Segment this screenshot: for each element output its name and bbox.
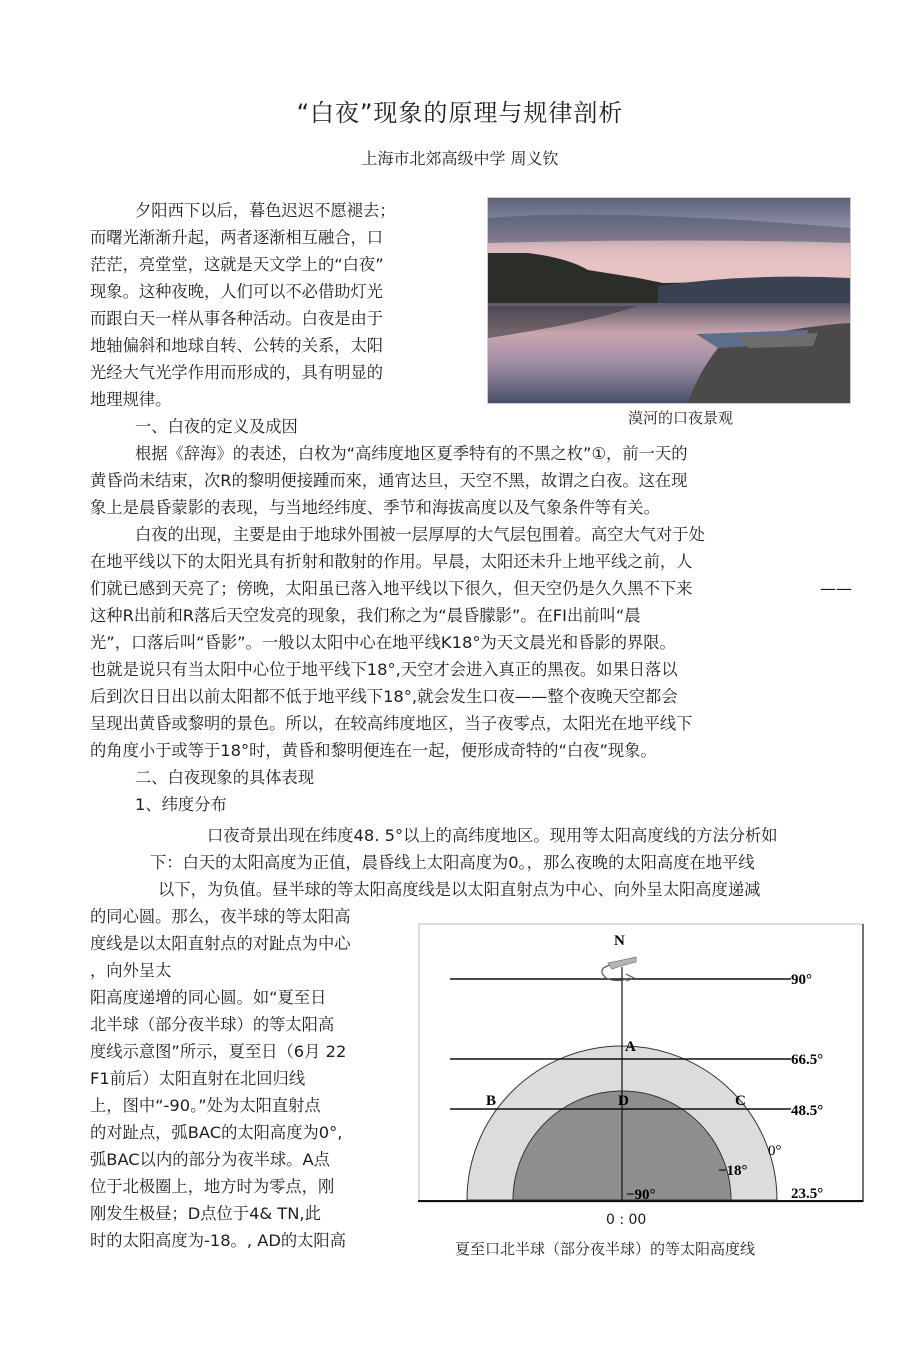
text-line: 位于北极圈上，地方时为零点，刚 xyxy=(90,1177,335,1196)
text-line: ，向外呈太 xyxy=(90,961,172,980)
text-line: 也就是说只有当太阳中心位于地平线下18°,天空才会进入真正的黑夜。如果日落以 xyxy=(90,660,678,679)
section-heading: 二、白夜现象的具体表现 xyxy=(135,768,315,787)
em-dash: —— xyxy=(820,579,852,598)
text-line: 呈现出黄昏或黎明的景色。所以，在较高纬度地区，当子夜零点，太阳光在地平线下 xyxy=(90,714,693,733)
text-line: 象上是晨昏蒙影的表现，与当地经纬度、季节和海拔高度以及气象条件等有关。 xyxy=(90,498,660,517)
landscape-photo xyxy=(487,197,851,404)
text-line: 度线示意图”所示，夏至日（6月 22 xyxy=(90,1042,347,1061)
text-line: 根据《辞海》的表述，白枚为“高纬度地区夏季特有的不黑之枚”①，前一天的 xyxy=(135,444,688,463)
altitude-label-0: 0° xyxy=(768,1143,782,1159)
section-heading: 一、白夜的定义及成因 xyxy=(135,417,298,436)
latitude-label-66-5: 66.5° xyxy=(791,1052,824,1068)
text-line: 地轴偏斜和地球自转、公转的关系，太阳 xyxy=(90,336,384,355)
subsection-heading: 1、纬度分布 xyxy=(135,795,227,814)
text-line: 以下，为负值。昼半球的等太阳高度线是以太阳直射点为中心、向外呈太阳高度递减 xyxy=(158,880,761,899)
text-line: 黄昏尚未结束，次R的黎明便接踵而來，通宵达旦，天空不黑，故谓之白夜。这在现 xyxy=(90,471,688,490)
text-line: 茫茫，亮堂堂，这就是天文学上的“白夜” xyxy=(90,255,384,274)
text-line: 地理规律。 xyxy=(90,390,172,409)
point-a-label: A xyxy=(625,1039,636,1055)
point-d-label: D xyxy=(618,1093,629,1109)
text-line: 光经大气光学作用而形成的，具有明显的 xyxy=(90,363,384,382)
text-line: 北半球（部分夜半球）的等太阳高 xyxy=(90,1015,335,1034)
text-line: 而曙光渐渐升起，两者逐渐相互融合，口 xyxy=(90,228,384,247)
text-line: 在地平线以下的太阳光具有折射和散射的作用。早晨，太阳还未升上地平线之前，人 xyxy=(90,552,693,571)
text-line: 弧BAC以内的部分为夜半球。A点 xyxy=(90,1150,330,1169)
altitude-label-minus-90: −90° xyxy=(626,1187,656,1203)
latitude-label-48-5: 48.5° xyxy=(791,1103,824,1119)
latitude-label-90: 90° xyxy=(791,972,812,988)
text-line: 阳高度递增的同心圆。如“夏至日 xyxy=(90,988,327,1007)
text-line: F1前后）太阳直射在北回归线 xyxy=(90,1069,306,1088)
page-title: “白夜”现象的原理与规律剖析 xyxy=(296,99,624,127)
text-line: 刚发生极昼；D点位于4& TN,此 xyxy=(90,1204,321,1223)
text-line: 的对趾点，弧BAC的太阳高度为0°, xyxy=(90,1123,343,1142)
solar-altitude-diagram xyxy=(418,923,867,1205)
author-line: 上海市北郊高级中学 周义钦 xyxy=(361,149,559,168)
text-line: 们就已感到天亮了；傍晚，太阳虽已落入地平线以下很久，但天空仍是久久黑不下来 xyxy=(90,579,693,598)
text-line: 下：白天的太阳高度为正值，晨昏线上太阳高度为0。，那么夜晚的太阳高度在地平线 xyxy=(150,853,755,872)
latitude-label-23-5: 23.5° xyxy=(791,1186,824,1202)
text-line: 而跟白天一样从事各种活动。白夜是由于 xyxy=(90,309,384,328)
text-line: 的同心圆。那么，夜半球的等太阳高 xyxy=(90,907,351,926)
text-line: 时的太阳高度为-18。, AD的太阳高 xyxy=(90,1231,346,1250)
text-line: 上，图中“-90。”处为太阳直射点 xyxy=(90,1096,321,1115)
text-line: 度线是以太阳直射点的对趾点为中心 xyxy=(90,934,351,953)
text-line: 口夜奇景出现在纬度48. 5°以上的高纬度地区。现用等太阳高度线的方法分析如 xyxy=(207,826,778,845)
time-label: 0 : 00 xyxy=(606,1212,647,1228)
text-line: 这种R出前和R落后天空发亮的现象，我们称之为“晨昏朦影”。在FI出前叫“晨 xyxy=(90,606,641,625)
text-line: 后到次日日出以前太阳都不低于地平线下18°,就会发生口夜——整个夜晚天空都会 xyxy=(90,687,678,706)
text-line: 现象。这种夜晚，人们可以不必借助灯光 xyxy=(90,282,384,301)
text-line: 光”，口落后叫“昏影”。一般以太阳中心在地平线K18°为天文晨光和昏影的界限。 xyxy=(90,633,676,652)
diagram-caption: 夏至口北半球（部分夜半球）的等太阳高度线 xyxy=(455,1240,756,1258)
north-label: N xyxy=(614,933,625,949)
text-line: 白夜的出现，主要是由于地球外围被一层厚厚的大气层包围着。高空大气对于处 xyxy=(135,525,705,544)
point-c-label: C xyxy=(735,1093,746,1109)
photo-image xyxy=(488,198,850,403)
text-line: 夕阳西下以后，暮色迟迟不愿褪去； xyxy=(135,201,396,220)
point-b-label: B xyxy=(486,1093,497,1109)
photo-caption: 漠河的口夜景观 xyxy=(628,409,734,427)
text-line: 的角度小于或等于18°时，黄昏和黎明便连在一起，便形成奇特的“白夜”现象。 xyxy=(90,741,657,760)
altitude-label-minus-18: −18° xyxy=(718,1163,748,1179)
